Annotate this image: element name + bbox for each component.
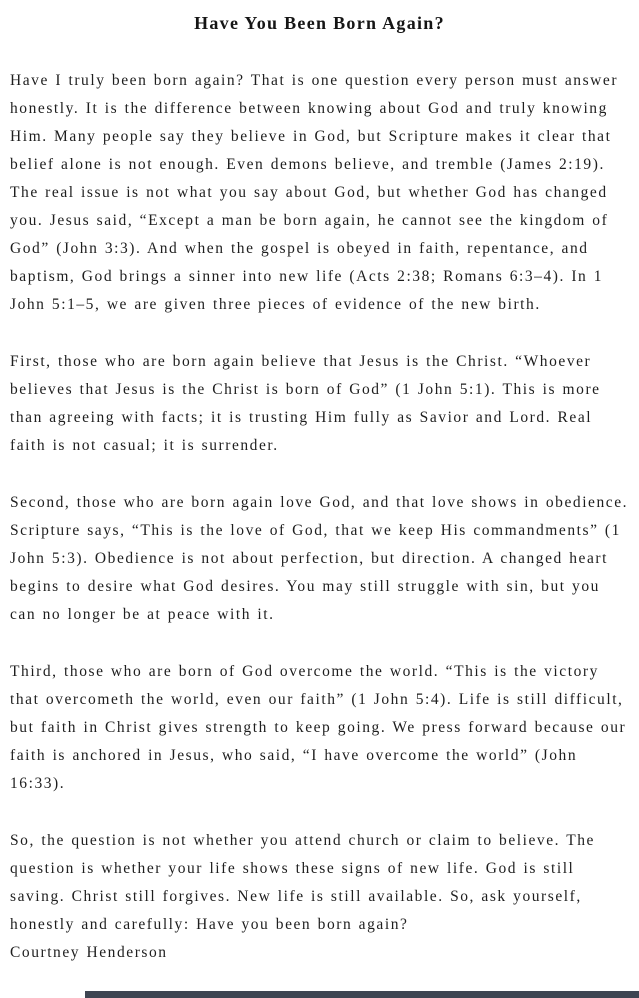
paragraph-intro: Have I truly been born again? That is one question every person must answer honestly. It is the difference between knowing about God and truly knowing Him. Many people say they believe in God, but Scripture makes it clear that belief alone is not enough. Even demons believe, and tremble (James 2:19). The real issue is not what you say about God, but whether God has changed you. Jesus said, “Except a man be born again, he cannot see the kingdom of God” (John 3:3). And when the gospel is obeyed in faith, repentance, and baptism, God brings a sinner into new life (Acts 2:38; Romans 6:3–4). In 1 John 5:1–5, we are given three pieces of evidence of the new birth. xyxy=(10,72,619,313)
article-body xyxy=(0,67,639,967)
author-byline: Courtney Henderson xyxy=(10,944,168,961)
paragraph-third-evidence: Third, those who are born of God overcome the world. “This is the victory that overcometh the world, even our faith” (1 John 5:4). Life is still difficult, but faith in Christ gives strength to keep going. We press forward because our faith is anchored in Jesus, who said, “I have overcome the world” (John 16:33). xyxy=(10,663,627,792)
horizontal-scrollbar[interactable] xyxy=(85,991,639,998)
page-title: Have You Been Born Again? xyxy=(194,13,445,33)
paragraph-second-evidence: Second, those who are born again love God, and that love shows in obedience. Scripture says, “This is the love of God, that we keep His commandments” (1 John 5:3). Obedience is not about perfection, but direction. A changed heart begins to desire what God desires. You may still struggle with sin, but you can no longer be at peace with it. xyxy=(10,494,629,623)
paragraph-first-evidence: First, those who are born again believe that Jesus is the Christ. “Whoever believes that Jesus is the Christ is born of God” (1 John 5:1). This is more than agreeing with facts; it is trusting Him fully as Savior and Lord. Real faith is not casual; it is surrender. xyxy=(10,353,601,454)
paragraph-conclusion: So, the question is not whether you attend church or claim to believe. The question is whether your life shows these signs of new life. God is still saving. Christ still forgives. New life is still available. So, ask yourself, honestly and carefully: Have you been born again? xyxy=(10,832,595,933)
